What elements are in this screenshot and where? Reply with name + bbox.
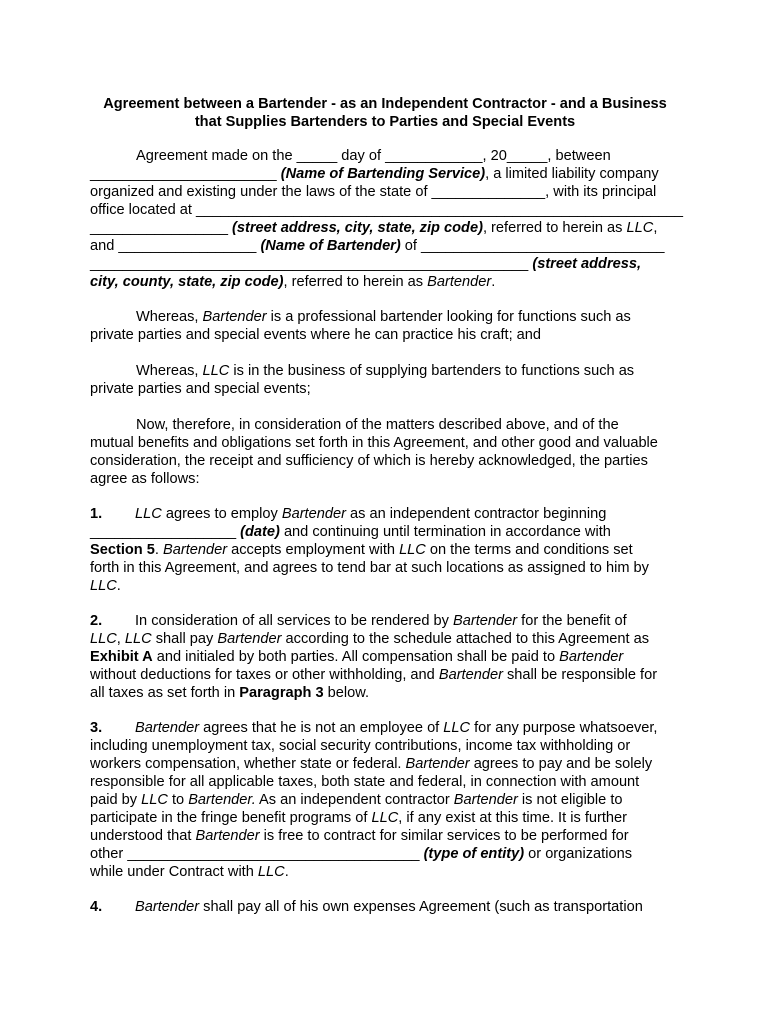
intro-line-8	[90, 273, 495, 291]
text: ,	[653, 220, 658, 236]
text: other ____________________________________	[90, 846, 424, 862]
text: is in the business of supplying bartenders to functions such as	[229, 363, 635, 379]
para-1-line-5	[90, 577, 121, 595]
text: LLC	[626, 220, 654, 236]
text: .	[491, 274, 496, 290]
text: Paragraph 3	[239, 685, 324, 701]
text: understood that	[90, 828, 196, 844]
text: and _________________	[90, 238, 261, 254]
text: _______________________	[90, 166, 281, 182]
intro-line-3: organized and existing under the laws of the state of ______________, with its principal	[90, 184, 657, 200]
text: Bartender.	[188, 792, 256, 808]
text: for the benefit of	[517, 613, 627, 629]
text: .	[154, 542, 163, 558]
text: LLC	[90, 578, 117, 594]
text: , if any exist at this time. It is further	[398, 810, 627, 826]
text: Bartender	[163, 542, 228, 558]
text: shall pay	[151, 631, 218, 647]
para-3-line-3	[90, 755, 652, 773]
para-2-line-4	[90, 666, 657, 684]
intro-line-2	[90, 165, 659, 183]
text: , referred to herein as	[482, 220, 627, 236]
text: Whereas,	[136, 309, 203, 325]
text: LLC	[399, 542, 426, 558]
text: participate in the fringe benefit programs of	[90, 810, 372, 826]
now-line-2: mutual benefits and obligations set forth in this Agreement, and other good and valuable	[90, 435, 658, 451]
para-3-line-8	[90, 845, 632, 863]
text: is not eligible to	[517, 792, 623, 808]
text: Whereas,	[136, 363, 203, 379]
text: LLC	[135, 506, 162, 522]
whereas-1-line-1	[136, 308, 631, 326]
text: (Name of Bartender)	[260, 238, 401, 254]
text: LLC	[141, 792, 168, 808]
intro-line-4: office located at ____________________________________________________________	[90, 202, 683, 218]
text: workers compensation, whether state or federal.	[90, 756, 406, 772]
now-line-4: agree as follows:	[90, 471, 200, 487]
text: As an independent contractor	[255, 792, 454, 808]
text: and continuing until termination in accordance with	[279, 524, 611, 540]
para-3-line-9	[90, 863, 289, 881]
para-3-line-1	[90, 719, 657, 737]
text: Section 5	[90, 542, 155, 558]
text: shall be responsible for	[502, 667, 658, 683]
text: , a limited liability company	[485, 166, 659, 182]
text: Bartender	[453, 792, 518, 808]
text: and initialed by both parties. All compensation shall be paid to	[152, 649, 560, 665]
para-2-line-1	[90, 612, 627, 630]
para-1-line-1	[90, 505, 606, 523]
text: Bartender	[135, 720, 200, 736]
text: In consideration of all services to be rendered by	[135, 613, 453, 629]
text: agrees to employ	[161, 506, 282, 522]
para-1-number: 1.	[90, 506, 103, 522]
intro-line-1: Agreement made on the _____ day of ____________, 20_____, between	[136, 148, 611, 164]
para-2-number: 2.	[90, 613, 103, 629]
text: of ______________________________	[400, 238, 665, 254]
text: all taxes as set forth in	[90, 685, 240, 701]
text: LLC	[124, 631, 152, 647]
text: to	[167, 792, 189, 808]
whereas-2-line-1	[136, 362, 634, 380]
now-line-1: Now, therefore, in consideration of the matters described above, and of the	[136, 417, 619, 433]
text: Bartender	[438, 667, 503, 683]
text: .	[284, 864, 289, 880]
para-3-number: 3.	[90, 720, 103, 736]
para-4-line-1	[90, 898, 643, 916]
text: Bartender	[281, 506, 346, 522]
para-3-line-5	[90, 791, 623, 809]
title-line-1: Agreement between a Bartender - as an Independent Contractor - and a Business	[103, 96, 667, 112]
text: Exhibit A	[90, 649, 153, 665]
para-3-line-4: responsible for all applicable taxes, both state and federal, in connection with amount	[90, 774, 640, 790]
text: agrees that he is not an employee of	[199, 720, 444, 736]
text: paid by	[90, 792, 142, 808]
text: without deductions for taxes or other withholding, and	[90, 667, 439, 683]
now-line-3: consideration, the receipt and sufficiency of which is hereby acknowledged, the parties	[90, 453, 648, 469]
para-3-line-6	[90, 809, 627, 827]
text: Bartender	[195, 828, 260, 844]
text: while under Contract with	[90, 864, 258, 880]
text: for any purpose whatsoever,	[470, 720, 658, 736]
text: Bartender	[217, 631, 282, 647]
text: (type of entity)	[423, 846, 525, 862]
whereas-1-line-2: private parties and special events where he can practice his craft; and	[90, 327, 542, 343]
text: city, county, state, zip code)	[90, 274, 284, 290]
text: (street address,	[532, 256, 642, 272]
text: LLC	[371, 810, 399, 826]
intro-line-7	[90, 255, 641, 273]
text: Bartender	[405, 756, 470, 772]
para-1-line-4: forth in this Agreement, and agrees to tend bar at such locations as assigned to him by	[90, 560, 649, 576]
text: _________________	[90, 220, 233, 236]
text: as an independent contractor beginning	[345, 506, 607, 522]
text: Bartender	[135, 899, 200, 915]
whereas-2-line-2: private parties and special events;	[90, 381, 311, 397]
text: shall pay all of his own expenses Agreement (such as transportation	[199, 899, 643, 915]
para-1-line-2	[90, 523, 611, 541]
text: Bartender	[427, 274, 492, 290]
text: LLC	[443, 720, 471, 736]
text: (Name of Bartending Service)	[280, 166, 486, 182]
text: below.	[323, 685, 370, 701]
text: LLC	[90, 631, 117, 647]
para-4-number: 4.	[90, 899, 103, 915]
para-1-line-3	[90, 541, 633, 559]
intro-line-6	[90, 237, 665, 255]
text: on the terms and conditions set	[425, 542, 633, 558]
document-title	[90, 95, 680, 131]
text: ______________________________________________________	[90, 256, 533, 272]
text: or organizations	[524, 846, 633, 862]
text: (date)	[240, 524, 280, 540]
text: LLC	[257, 864, 285, 880]
text: is a professional bartender looking for functions such as	[266, 309, 631, 325]
title-line-2: that Supplies Bartenders to Parties and Special Events	[194, 114, 576, 130]
para-2-line-5	[90, 684, 369, 702]
text: accepts employment with	[227, 542, 400, 558]
text: Bartender	[453, 613, 518, 629]
text: is free to contract for similar services to be performed for	[259, 828, 629, 844]
para-3-line-2: including unemployment tax, social security contributions, income tax withholding or	[90, 738, 631, 754]
text: , referred to herein as	[283, 274, 428, 290]
text: agrees to pay and be solely	[469, 756, 653, 772]
text: according to the schedule attached to this Agreement as	[281, 631, 649, 647]
text: LLC	[202, 363, 230, 379]
para-3-line-7	[90, 827, 629, 845]
text: Bartender	[559, 649, 624, 665]
para-2-line-3	[90, 648, 623, 666]
text: __________________	[90, 524, 241, 540]
text: (street address, city, state, zip code)	[232, 220, 483, 236]
text: .	[116, 578, 121, 594]
text: ,	[116, 631, 125, 647]
para-2-line-2	[90, 630, 649, 648]
text: Bartender	[202, 309, 267, 325]
intro-line-5	[90, 219, 657, 237]
